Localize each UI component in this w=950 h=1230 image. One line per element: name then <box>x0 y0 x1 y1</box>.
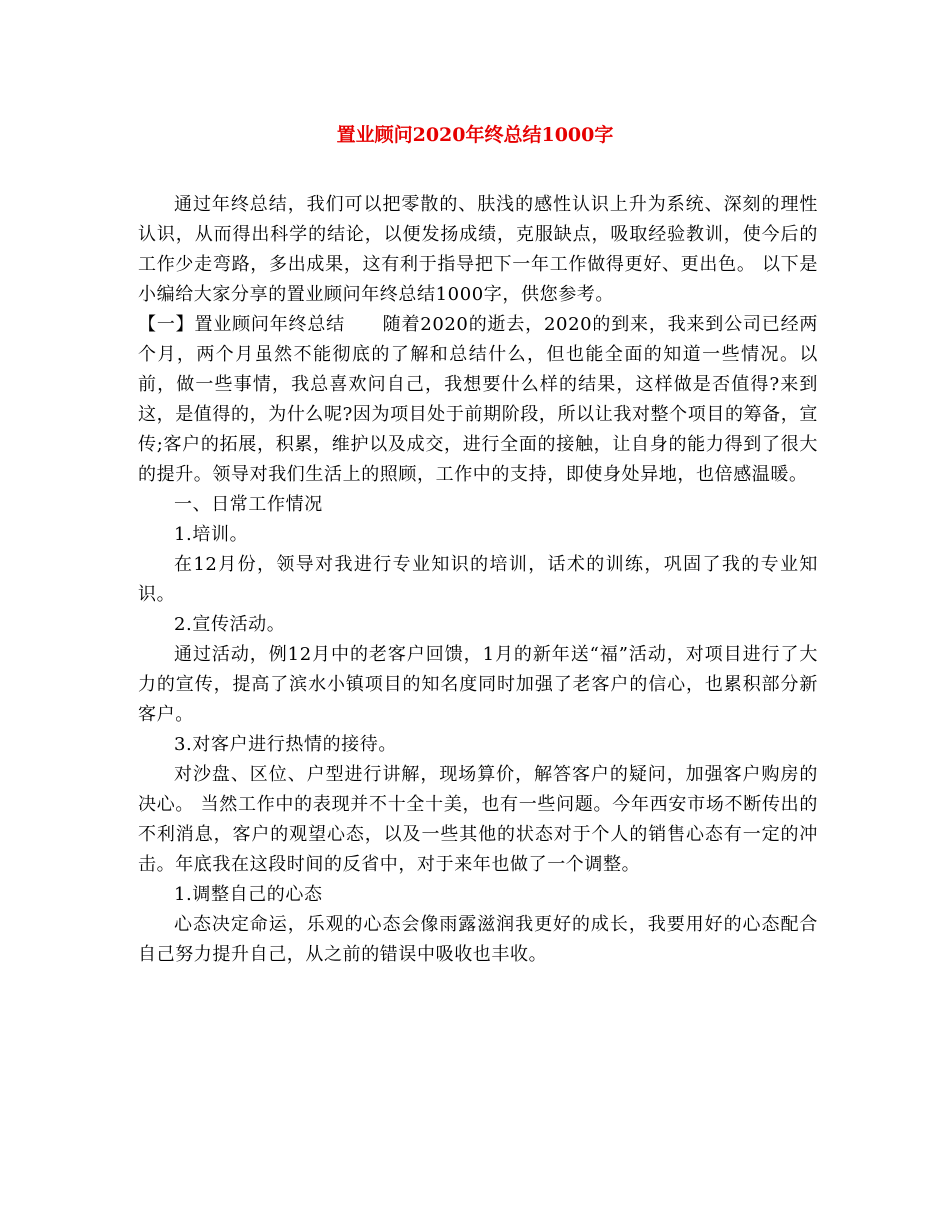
document-title: 置业顾问2020年终总结1000字 <box>336 124 614 146</box>
paragraph-reception: 对沙盘、区位、户型进行讲解，现场算价，解答客户的疑问，加强客户购房的决心。 当然工作中的表现并不十全十美，也有一些问题。今年西安市场不断传出的不利消息，客户的观望心态，以及一些其他的状态对于个人的销售心态有一定的冲击。年底我在这段时间的反省中，对于来年也做了一个调整。 <box>138 764 818 875</box>
paragraph-intro: 通过年终总结，我们可以把零散的、肤浅的感性认识上升为系统、深刻的理性认识，从而得出科学的结论，以便发扬成绩，克服缺点，吸取经验教训，使今后的工作少走弯路，多出成果，这有利于指导把下一年工作做得更好、更出色。 以下是小编给大家分享的置业顾问年终总结1000字，供您参考。 <box>138 194 818 305</box>
item-training-heading: 1.培训。 <box>174 524 249 545</box>
heading-daily-work: 一、日常工作情况 <box>174 494 323 515</box>
paragraph-mindset: 心态决定命运，乐观的心态会像雨露滋润我更好的成长，我要用好的心态配合自己努力提升自己，从之前的错误中吸收也丰收。 <box>138 914 818 965</box>
paragraph-training: 在12月份，领导对我进行专业知识的培训，话术的训练，巩固了我的专业知识。 <box>138 554 818 605</box>
item-reception-heading: 3.对客户进行热情的接待。 <box>174 734 397 755</box>
item-mindset-heading: 1.调整自己的心态 <box>174 884 323 905</box>
item-promotion-heading: 2.宣传活动。 <box>174 614 286 635</box>
paragraph-promotion: 通过活动，例12月中的老客户回馈，1月的新年送“福”活动，对项目进行了大力的宣传，提高了滨水小镇项目的知名度同时加强了老客户的信心，也累积部分新客户。 <box>138 644 818 725</box>
paragraph-section-one: 【一】置业顾问年终总结 随着2020的逝去，2020的到来，我来到公司已经两个月，两个月虽然不能彻底的了解和总结什么，但也能全面的知道一些情况。以前，做一些事情，我总喜欢问自己，我想要什么样的结果，这样做是否值得?来到这，是值得的，为什么呢?因为项目处于前期阶段，所以让我对整个项目的筹备，宣传;客户的拓展，积累，维护以及成交，进行全面的接触，让自身的能力得到了很大的提升。领导对我们生活上的照顾，工作中的支持，即使身处异地，也倍感温暖。 <box>138 314 818 485</box>
document-body <box>138 190 818 970</box>
